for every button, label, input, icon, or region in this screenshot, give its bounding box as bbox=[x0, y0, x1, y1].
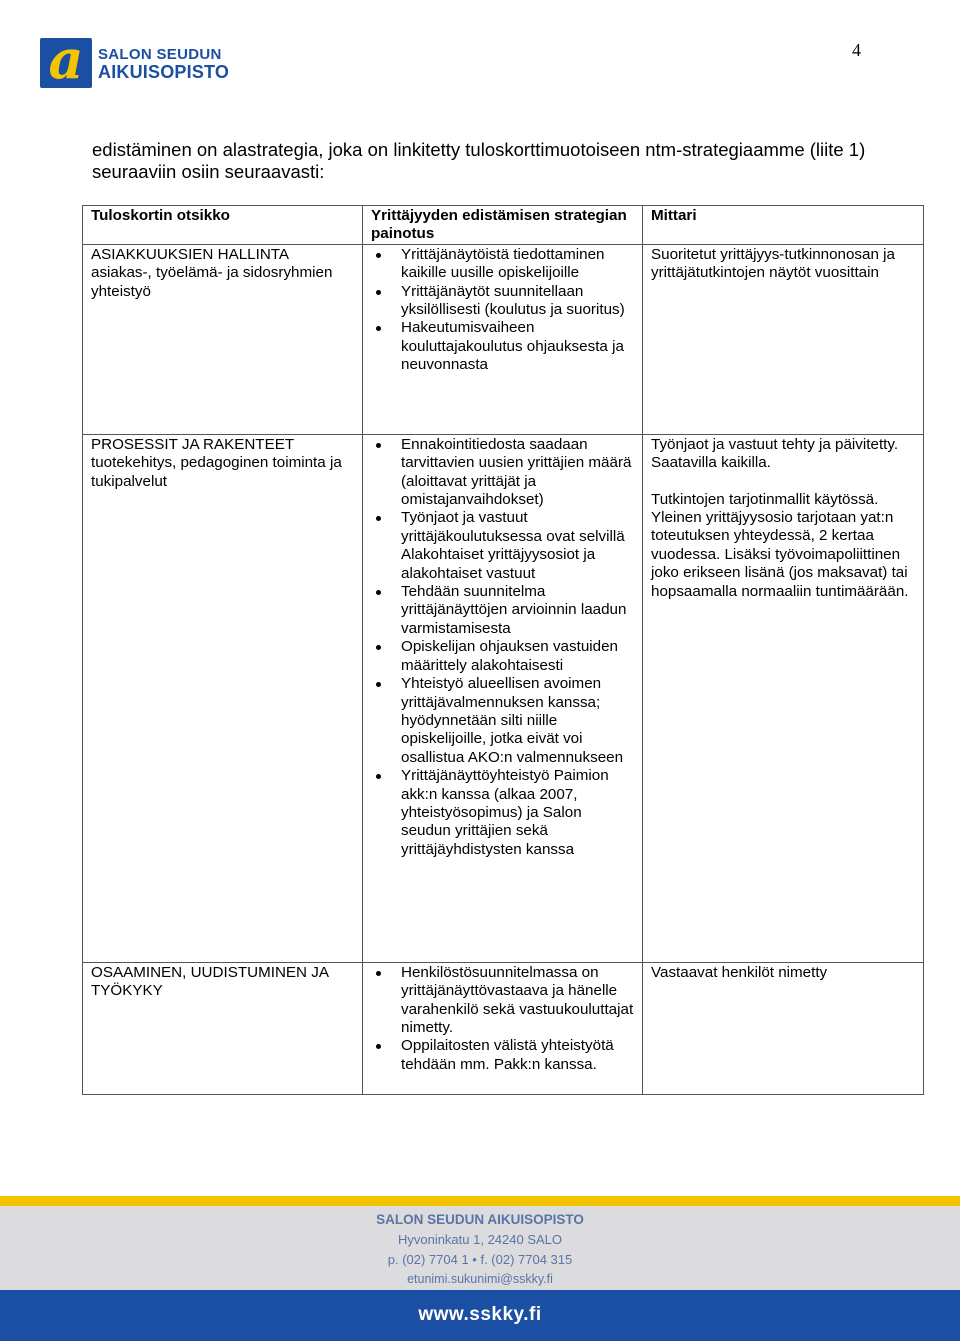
bullet-list bbox=[371, 964, 634, 1074]
footer-address: Hyvoninkatu 1, 24240 SALO bbox=[397, 1232, 563, 1247]
header-strategy-emphasis: Yrittäjyyden edistämisen strategian painotus bbox=[363, 206, 643, 245]
logo bbox=[40, 27, 252, 91]
list-item: Yrittäjänäytöt suunnitellaan yksilöllisesti (koulutus ja suoritus) bbox=[401, 283, 634, 320]
metric-text: Vastaavat henkilöt nimetty bbox=[651, 963, 828, 981]
footer-phone: p. (02) 7704 1 • f. (02) 7704 315 bbox=[387, 1252, 573, 1267]
page-number: 4 bbox=[852, 40, 861, 60]
strategy-table bbox=[82, 205, 924, 1095]
row-bullets-cell bbox=[363, 244, 643, 434]
list-item: Yrittäjänäyttöyhteistyö Paimion akk:n kanssa (alkaa 2007, yhteistyösopimus) ja Salon seudun yrittäjien sekä yrittäjäyhdistysten kanssa bbox=[401, 767, 634, 859]
row-subtitle: asiakas-, työelämä- ja sidosryhmien yhteistyö bbox=[91, 264, 333, 300]
intro-paragraph: edistäminen on alastrategia, joka on linkitetty tuloskorttimuotoiseen ntm-strategiaamme (liite 1) seuraaviin osiin seuraavasti: bbox=[92, 139, 866, 182]
row-metric-cell bbox=[643, 434, 924, 962]
header-metric: Mittari bbox=[643, 206, 924, 245]
table-row bbox=[83, 244, 924, 434]
list-item: Hakeutumisvaiheen kouluttajakoulutus ohjauksesta ja neuvonnasta bbox=[401, 319, 634, 374]
footer-website-link[interactable]: www.sskky.fi bbox=[418, 1304, 542, 1325]
list-item: Tehdään suunnitelma yrittäjänäyttöjen arvioinnin laadun varmistamisesta bbox=[401, 583, 634, 638]
footer-email: etunimi.sukunimi@sskky.fi bbox=[407, 1272, 553, 1286]
row-title-cell bbox=[83, 434, 363, 962]
list-item: Henkilöstösuunnitelmassa on yrittäjänäyttövastaava ja hänelle varahenkilö sekä vastuukouluttajat nimetty. bbox=[401, 963, 634, 1037]
row-metric-cell bbox=[643, 962, 924, 1094]
table-row bbox=[83, 434, 924, 962]
row-bullets-cell bbox=[363, 434, 643, 962]
logo-text-line1: SALON SEUDUN bbox=[98, 46, 222, 63]
table-header-row bbox=[83, 206, 924, 245]
bullet-list bbox=[371, 436, 634, 859]
row-title: OSAAMINEN, UUDISTUMINEN JA TYÖKYKY bbox=[91, 963, 329, 1000]
metric-text: Työnjaot ja vastuut tehty ja päivitetty. Saatavilla kaikilla. bbox=[651, 435, 899, 472]
row-title-cell bbox=[83, 244, 363, 434]
footer-org-name: SALON SEUDUN AIKUISOPISTO bbox=[376, 1212, 584, 1227]
row-bullets-cell bbox=[363, 962, 643, 1094]
logo-letter: a bbox=[48, 27, 84, 91]
list-item: Yhteistyö alueellisen avoimen yrittäjävalmennuksen kanssa; hyödynnetään silti niille opiskelijoille, jotka eivät voi osallistua AKO:n valmennukseen bbox=[401, 675, 634, 767]
footer-yellow-stripe bbox=[0, 1196, 960, 1206]
bullet-list bbox=[371, 246, 634, 375]
row-title-cell bbox=[83, 962, 363, 1094]
row-subtitle: tuotekehitys, pedagoginen toiminta ja tukipalvelut bbox=[91, 454, 342, 490]
logo-text-line2: AIKUISOPISTO bbox=[98, 62, 230, 82]
row-metric-cell bbox=[643, 244, 924, 434]
metric-text: Suoritetut yrittäjyys-tutkinnonosan ja yrittäjätutkintojen näytöt vuosittain bbox=[651, 245, 895, 282]
list-item: Oppilaitosten välistä yhteistyötä tehdään mm. Pakk:n kanssa. bbox=[401, 1037, 634, 1074]
list-item: Ennakointitiedosta saadaan tarvittavien uusien yrittäjien määrä (aloittavat yrittäjät ja omistajanvaihdokset) bbox=[401, 436, 634, 510]
row-title: ASIAKKUUKSIEN HALLINTA bbox=[91, 245, 290, 263]
footer bbox=[0, 1196, 960, 1341]
table-row bbox=[83, 962, 924, 1094]
list-item: Opiskelijan ohjauksen vastuiden määrittely alakohtaisesti bbox=[401, 638, 634, 675]
metric-text: Tutkintojen tarjotinmallit käytössä. Yleinen yrittäjyysosio tarjotaan yat:n toteutuksen yhteydessä, 2 kertaa vuodessa. Lisäksi työvoimapoliittinen joko erikseen lisänä (jos maksavat) tai hopsaamalla normaaliin tuntimäärään. bbox=[651, 490, 909, 600]
header-scorecard-title: Tuloskortin otsikko bbox=[83, 206, 363, 245]
list-item: Yrittäjänäytöistä tiedottaminen kaikille uusille opiskelijoille bbox=[401, 246, 634, 283]
list-item: Työnjaot ja vastuut yrittäjäkoulutuksessa ovat selvillä Alakohtaiset yrittäjyysosiot ja alakohtaiset vastuut bbox=[401, 509, 634, 583]
row-title: PROSESSIT JA RAKENTEET bbox=[91, 435, 295, 453]
